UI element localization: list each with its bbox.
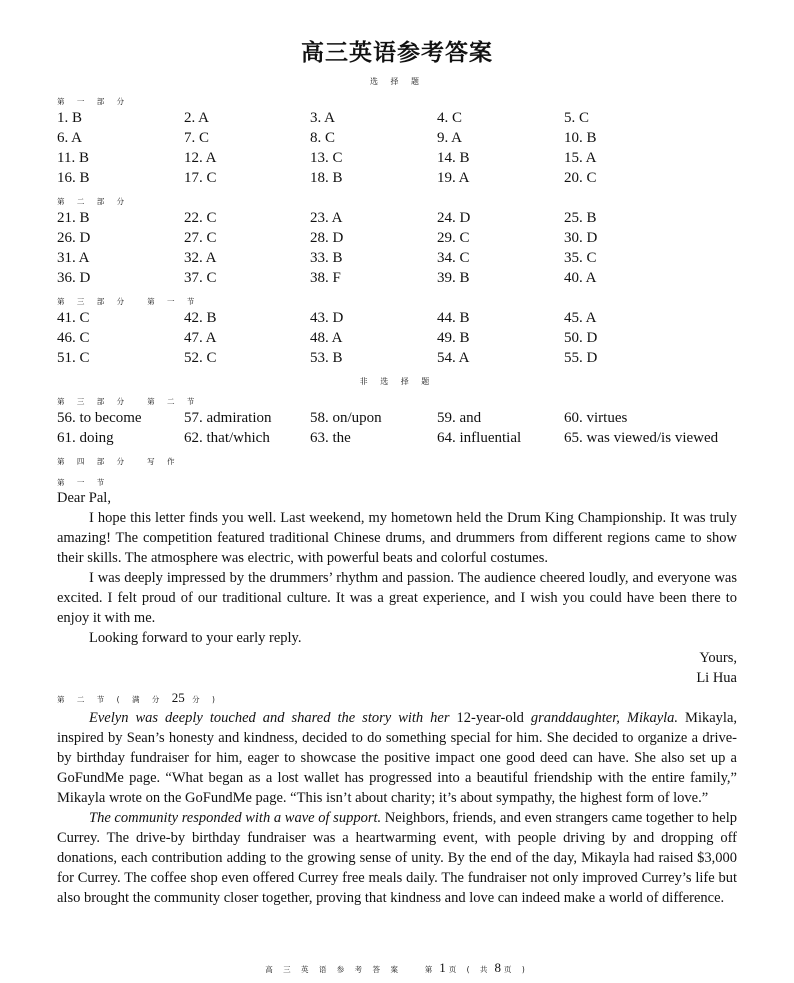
answer-item: 37. C	[184, 270, 217, 286]
letter-signature: Li Hua	[696, 670, 737, 686]
answer-item: 32. A	[184, 250, 217, 266]
answer-row	[57, 308, 757, 328]
answer-row	[57, 148, 757, 168]
story-paragraph-1: Evelyn was deeply touched and shared the story with her 12-year-old granddaughter, Mikayla. Mikayla, inspired by Sean’s honesty and kindness, decided to do something special for him. She decided to organize a drive-by birthday fundraiser for him, eager to showcase the positive impact one good deed can have. She also set up a GoFundMe page. “What began as a lost wallet has progressed into a beautiful friendship with the entire family,” Mikayla wrote on the GoFundMe page. “This isn’t about charity; it’s about sympathy, the highest form of love.”	[57, 710, 737, 806]
answer-item: 64. influential	[437, 430, 522, 446]
part3a-answers	[57, 308, 757, 368]
answer-item: 4. C	[437, 110, 463, 126]
answer-row	[57, 228, 757, 248]
section-nonchoice-heading: 非 选 择 题	[359, 377, 435, 386]
answer-item: 23. A	[310, 210, 343, 226]
part3b-answers	[57, 408, 757, 448]
answer-item: 17. C	[184, 170, 217, 186]
answer-item: 47. A	[184, 330, 217, 346]
part4-writing: 写 作	[147, 457, 180, 466]
answer-item: 36. D	[57, 270, 91, 286]
answer-row	[57, 428, 757, 448]
answer-item: 22. C	[184, 210, 217, 226]
page-total: 8	[494, 960, 501, 975]
answer-item: 51. C	[57, 350, 90, 366]
answer-item: 62. that/which	[184, 430, 270, 446]
part1-answers	[57, 108, 757, 188]
answer-item: 1. B	[57, 110, 83, 126]
answer-item: 39. B	[437, 270, 470, 286]
part4-label	[57, 456, 180, 467]
letter-paragraph: Looking forward to your early reply.	[89, 630, 302, 646]
answer-item: 58. on/upon	[310, 410, 382, 426]
letter-body	[57, 488, 737, 648]
story-paragraph-2: The community responded with a wave of support. Neighbors, friends, and even strangers came together to help Currey. The drive-by birthday fundraiser was a heartwarming event, with people driving by and dropping off donations, each contribution adding to the growing sense of unity. By the end of the day, Mikayla had raised $3,000 for Currey. The coffee shop even offered Currey free meals daily. The fundraiser not only improved Currey’s life but also brought the community closer together, proving that kindness and love can indeed make a world of difference.	[57, 810, 737, 906]
answer-item: 46. C	[57, 330, 90, 346]
answer-item: 53. B	[310, 350, 343, 366]
answer-item: 45. A	[564, 310, 597, 326]
page-footer: 高 三 英 语 参 考 答 案 第 1 页 ( 共 8 页 )	[265, 960, 529, 975]
part3a-part: 第 三 部 分	[57, 297, 130, 306]
answer-item: 21. B	[57, 210, 90, 226]
answer-row	[57, 248, 757, 268]
story-continuation	[57, 708, 737, 908]
part2-label: 第 二 部 分	[57, 197, 130, 206]
answer-item: 38. F	[310, 270, 341, 286]
answer-item: 2. A	[184, 110, 210, 126]
part2-answers	[57, 208, 757, 288]
sec2-points: 25	[171, 690, 185, 705]
answer-item: 5. C	[564, 110, 590, 126]
part3b-label	[57, 396, 199, 407]
answer-item: 65. was viewed/is viewed	[564, 430, 719, 446]
letter-closing: Yours,	[699, 650, 737, 666]
answer-item: 44. B	[437, 310, 470, 326]
answer-item: 26. D	[57, 230, 91, 246]
answer-item: 57. admiration	[184, 410, 272, 426]
answer-item: 11. B	[57, 150, 89, 166]
answer-row	[57, 408, 757, 428]
answer-row	[57, 208, 757, 228]
answer-item: 61. doing	[57, 430, 114, 446]
answer-item: 49. B	[437, 330, 470, 346]
answer-item: 27. C	[184, 230, 217, 246]
answer-row	[57, 328, 757, 348]
answer-item: 33. B	[310, 250, 343, 266]
answer-item: 30. D	[564, 230, 598, 246]
answer-item: 6. A	[57, 130, 83, 146]
answer-item: 14. B	[437, 150, 470, 166]
answer-item: 56. to become	[57, 410, 142, 426]
answer-item: 48. A	[310, 330, 343, 346]
letter-greeting: Dear Pal,	[57, 490, 111, 506]
letter-paragraph: I was deeply impressed by the drummers’ rhythm and passion. The audience cheered loudly, and everyone was excited. I felt proud of our traditional culture. It was a great experience, and I wish you could have been there to enjoy it with me.	[57, 570, 737, 626]
answer-item: 29. C	[437, 230, 470, 246]
answer-item: 54. A	[437, 350, 470, 366]
answer-item: 12. A	[184, 150, 217, 166]
answer-item: 52. C	[184, 350, 217, 366]
part4-part: 第 四 部 分	[57, 457, 130, 466]
part1-label: 第 一 部 分	[57, 97, 130, 106]
answer-item: 59. and	[437, 410, 482, 426]
part3a-label	[57, 296, 199, 307]
answer-item: 8. C	[310, 130, 336, 146]
answer-item: 50. D	[564, 330, 598, 346]
page-number: 1	[439, 960, 446, 975]
answer-row	[57, 348, 757, 368]
answer-item: 20. C	[564, 170, 597, 186]
section-choice-heading: 选 择 题	[369, 77, 425, 86]
answer-item: 19. A	[437, 170, 470, 186]
answer-item: 60. virtues	[564, 410, 628, 426]
answer-item: 31. A	[57, 250, 90, 266]
part3b-part: 第 三 部 分	[57, 397, 130, 406]
answer-item: 34. C	[437, 250, 470, 266]
part3a-section: 第 一 节	[147, 297, 200, 306]
answer-item: 24. D	[437, 210, 471, 226]
answer-item: 41. C	[57, 310, 90, 326]
answer-item: 28. D	[310, 230, 344, 246]
answer-item: 40. A	[564, 270, 597, 286]
answer-item: 42. B	[184, 310, 217, 326]
part4-sec1-label: 第 一 节	[57, 478, 110, 487]
letter-paragraph: I hope this letter finds you well. Last weekend, my hometown held the Drum King Championship. It was truly amazing! The competition featured traditional Chinese drums, and drummers from different regions came to show their skills. The atmosphere was electric, with powerful beats and colorful costumes.	[57, 510, 737, 566]
answer-row	[57, 268, 757, 288]
answer-row	[57, 108, 757, 128]
answer-item: 13. C	[310, 150, 343, 166]
answer-item: 16. B	[57, 170, 90, 186]
answer-item: 7. C	[184, 130, 210, 146]
answer-row	[57, 168, 757, 188]
page-title: 高三英语参考答案	[301, 39, 493, 66]
answer-item: 3. A	[310, 110, 336, 126]
answer-item: 15. A	[564, 150, 597, 166]
answer-item: 18. B	[310, 170, 343, 186]
answer-item: 63. the	[310, 430, 351, 446]
footer-doc-title: 高 三 英 语 参 考 答 案	[265, 965, 402, 974]
part3b-section: 第 二 节	[147, 397, 200, 406]
answer-item: 25. B	[564, 210, 597, 226]
part4-sec2-label: 第 二 节 ( 满 分 25 分 )	[57, 690, 220, 705]
answer-item: 43. D	[310, 310, 344, 326]
answer-item: 35. C	[564, 250, 597, 266]
answer-row	[57, 128, 757, 148]
answer-item: 9. A	[437, 130, 463, 146]
answer-item: 10. B	[564, 130, 597, 146]
answer-item: 55. D	[564, 350, 598, 366]
